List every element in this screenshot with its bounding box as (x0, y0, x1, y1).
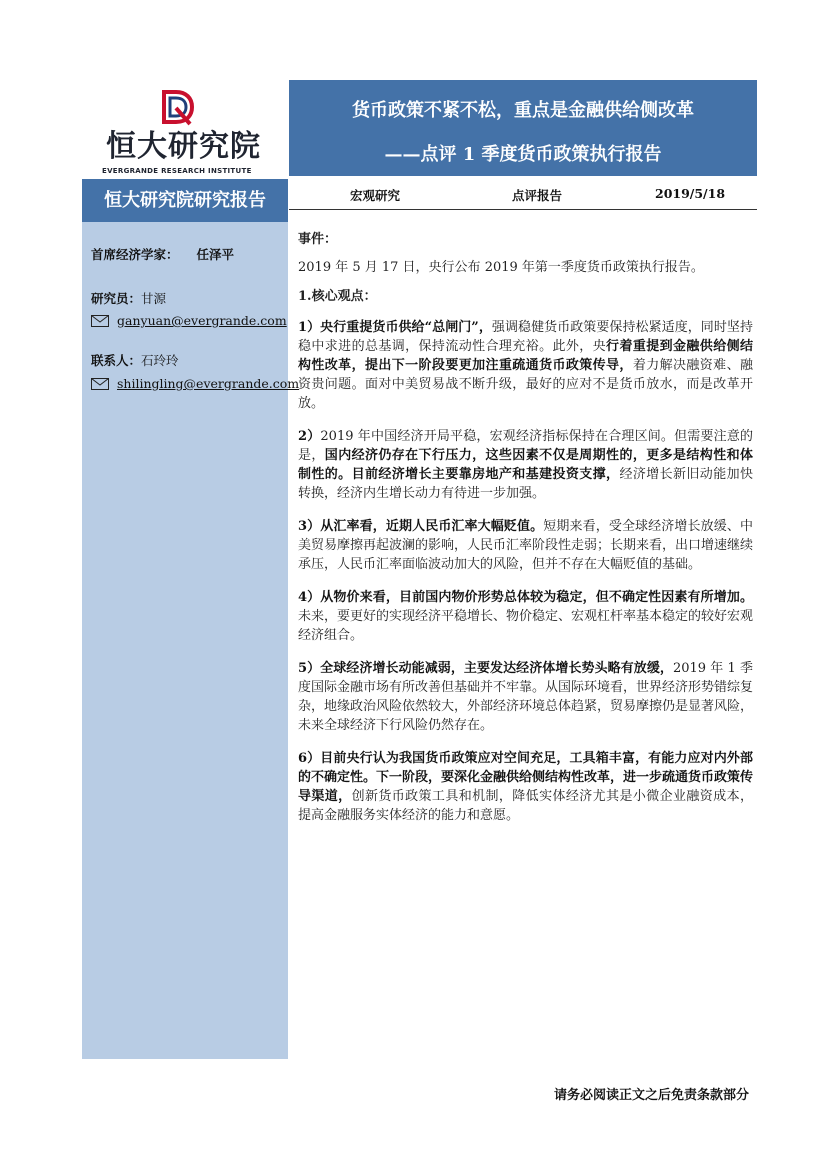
contact-email-link[interactable]: shilingling@evergrande.com (117, 376, 300, 391)
envelope-icon (91, 378, 109, 390)
p5-run-0: 5）全球经济增长动能减弱，主要发达经济体增长势头略有放缓， (298, 661, 673, 676)
p3-run-0: 3）从汇率看，近期人民币汇率大幅贬值。 (298, 519, 544, 534)
chief-economist (91, 245, 234, 263)
p6-run-1: 创新货币政策工具和机制，降低实体经济尤其是小微企业融资成本，提高金融服务实体经济的能力和意愿。 (298, 789, 753, 823)
point-paragraph-4 (298, 588, 753, 645)
researcher-email-row (91, 313, 287, 328)
disclaimer-footer: 请务必阅读正文之后免责条款部分 (553, 1088, 749, 1103)
point-paragraph-1 (298, 318, 753, 413)
p1-run-1: 强调稳健货币政策要保持松紧适度，同时坚持稳中求进的总基调，保持流动性合理充裕。此外，央 (298, 320, 753, 354)
researcher (91, 289, 166, 307)
point-paragraph-3 (298, 517, 753, 574)
logo-english-name: EVERGRANDE RESEARCH INSTITUTE (102, 167, 252, 175)
event-text: 2019 年 5 月 17 日，央行公布 2019 年第一季度货币政策执行报告。 (298, 260, 704, 275)
p2-run-1: 2019 年中国经济开局平稳，宏观经济指标保持在合理区间。但需要注意的是， (298, 429, 753, 463)
p1-run-2: 行着重提到金融供给侧结构性改革，提出下一阶段要更加注重疏通货币政策传导， (298, 339, 753, 373)
p6-run-0: 6）目前央行认为我国货币政策应对空间充足，工具箱丰富，有能力应对内外部的不确定性。下一阶段，要深化金融供给侧结构性改革，进一步疏通货币政策传导渠道， (298, 751, 754, 804)
evergrande-logo (92, 78, 282, 178)
contact-name: 石玲玲 (141, 353, 179, 368)
researcher-email-link[interactable]: ganyuan@evergrande.com (117, 313, 287, 328)
section-title: 1.核心观点： (298, 289, 377, 304)
report-title-banner (289, 80, 757, 176)
logo-chinese-name: 恒大研究院 (106, 129, 261, 164)
envelope-icon (91, 315, 109, 327)
report-title: 货币政策不紧不松，重点是金融供给侧改革 (352, 100, 694, 121)
p3-run-1: 短期来看，受全球经济增长放缓、中美贸易摩擦再起波澜的影响，人民币汇率阶段性走弱；长期来看，出口增速继续承压，人民币汇率面临波动加大的风险，但并不存在大幅贬值的基础。 (298, 519, 754, 572)
researcher-name: 甘源 (141, 291, 167, 306)
report-date: 2019/5/18 (655, 186, 726, 201)
p1-run-0: 1）央行重提货币供给“总闸门”， (298, 320, 492, 335)
sidebar-panel (82, 179, 288, 1059)
report-body (298, 230, 753, 825)
report-type: 点评报告 (512, 188, 563, 203)
report-subtitle: ——点评 1 季度货币政策执行报告 (384, 144, 662, 165)
report-category: 宏观研究 (350, 188, 401, 203)
point-paragraph-2 (298, 427, 753, 503)
contact-person (91, 351, 179, 369)
chief-economist-name: 任泽平 (196, 247, 235, 262)
contact-email-row (91, 376, 299, 391)
point-paragraph-6 (298, 749, 753, 825)
chief-economist-label: 首席经济学家： (91, 247, 179, 262)
p2-run-3: 经济增长新旧动能加快转换，经济内生增长动力有待进一步加强。 (298, 467, 753, 501)
contact-label: 联系人： (91, 353, 142, 368)
p1-run-3: 着力解决融资难、融资贵问题。面对中美贸易战不断升级，最好的应对不是货币放水，而是改革开放。 (298, 358, 753, 411)
header-divider (289, 209, 757, 210)
sidebar-header: 恒大研究院研究报告 (82, 179, 288, 222)
point-paragraph-5 (298, 659, 753, 735)
p2-run-0: 2） (298, 429, 321, 444)
event-label: 事件： (298, 232, 338, 247)
p2-run-2: 国内经济仍存在下行压力，这些因素不仅是周期性的，更多是结构性和体制性的。目前经济增长主要靠房地产和基建投资支撑， (298, 448, 753, 482)
p5-run-1: 2019 年 1 季度国际金融市场有所改善但基础并不牢靠。从国际环境看，世界经济形势错综复杂，地缘政治风险依然较大，外部经济环境总体趋紧，贸易摩擦仍是显著风险，未来全球经济下行风险仍然存在。 (298, 661, 754, 733)
researcher-label: 研究员： (91, 291, 142, 306)
p4-run-0: 4）从物价来看，目前国内物价形势总体较为稳定，但不确定性因素有所增加。 (298, 590, 753, 605)
evergrande-logo-icon (156, 86, 198, 128)
p4-run-1: 未来，要更好的实现经济平稳增长、物价稳定、宏观杠杆率基本稳定的较好宏观经济组合。 (298, 609, 754, 643)
